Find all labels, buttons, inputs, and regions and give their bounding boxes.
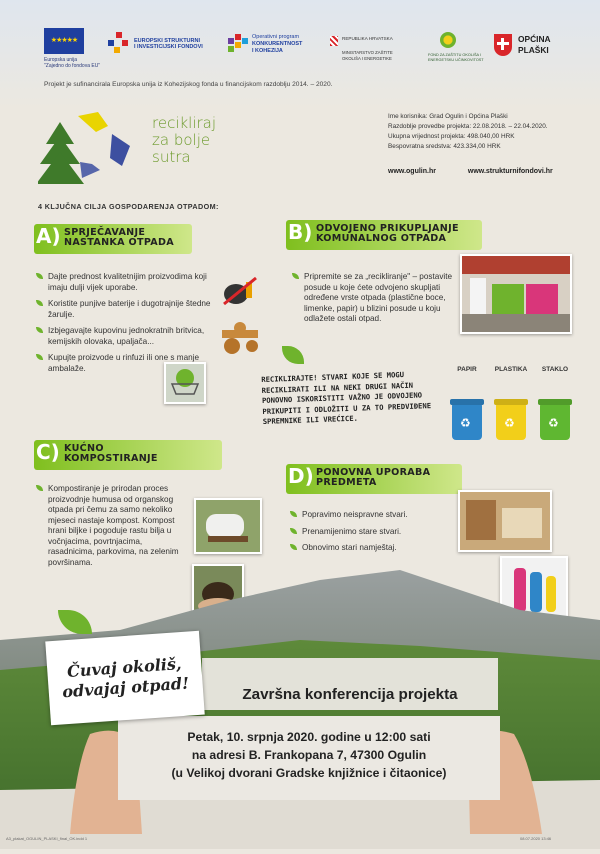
goal-b-list — [292, 272, 454, 331]
leaf-icon — [292, 273, 299, 279]
goal-b-title-2: KOMUNALNOG OTPADA — [316, 233, 447, 244]
funding-note: Projekt je sufinancirala Europska unija iz Kohezijskog fonda u financijskom razdoblju 2014. – 2020. — [44, 81, 333, 88]
print-footer-right: 08.07.2020 13:46 — [520, 836, 552, 841]
recycling-bins — [446, 366, 576, 446]
goal-d-banner — [286, 464, 462, 494]
plaski-text-2: PLAŠKI — [518, 45, 549, 55]
big-leaf-icon — [282, 346, 304, 364]
goal-c-letter: C) — [36, 440, 60, 464]
list-item: Kompostiranje je prirodan proces proizvodnje humusa od organskog otpada pri čemu za samo nekoliko mjeseci nastaje kompost. Kompost hrani biljke i pogoduje rastu bilja u vočnjacima, povrtnjacima, rasadnicima, parkovima, na zelenim površinama. — [36, 484, 188, 568]
compost-bin-photo — [194, 498, 262, 554]
plaski-coat-icon — [494, 34, 512, 56]
print-footer-left: A3_plakat_OGULIN_PLASKI_final_OK.indd 1 — [6, 836, 88, 841]
opkk-text-1: Operativni program — [252, 34, 300, 40]
bin-plastic — [494, 366, 528, 440]
recycle-icon: ♻ — [460, 416, 471, 430]
eu-caption-1: Europska unija — [44, 57, 78, 63]
opkk-text-3: I KOHEZIJA — [252, 48, 283, 54]
fzoeu-mark-icon — [440, 32, 456, 48]
leaf-icon — [36, 327, 43, 333]
leaf-icon — [290, 528, 297, 534]
goal-d-list — [290, 510, 450, 560]
goal-b-title-1: ODVOJENO PRIKUPLJANJE — [316, 223, 459, 234]
goal-b-letter: B) — [288, 220, 313, 244]
list-item: Dajte prednost kvalitetnijim proizvodima koji imaju dulji vijek uporabe. — [36, 272, 212, 293]
goal-a-banner — [34, 224, 192, 254]
conference-details — [118, 728, 500, 782]
recycle-tree-icon — [38, 108, 146, 186]
sign-line-2: odvajaj otpad! — [61, 673, 190, 702]
bin-paper-label: PAPIR — [457, 366, 477, 373]
list-item: Prenamijenimo stare stvari. — [290, 527, 450, 538]
conference-date: Petak, 10. srpnja 2020. godine u 12:00 sati — [187, 730, 431, 744]
slogan — [152, 115, 216, 166]
goal-d-title-2: PREDMETA — [316, 477, 377, 488]
conference-venue: (u Velikoj dvorani Gradske knjižnice i čitaonice) — [171, 766, 447, 780]
fzoeu-text-1: FOND ZA ZAŠTITU OKOLIŠA I — [428, 53, 481, 57]
croatian-coat-icon — [330, 36, 338, 46]
leaf-icon — [290, 544, 297, 550]
project-period: Razdoblje provedbe projekta: 22.08.2018. – 22.04.2020. — [388, 123, 548, 130]
goal-a-title-1: SPRJEČAVANJE — [64, 227, 146, 238]
goal-d-title-1: PONOVNA UPORABA — [316, 467, 431, 478]
esif-mark-icon — [108, 32, 132, 54]
goals-title: 4 KLJUČNA CILJA GOSPODARENJA OTPADOM: — [38, 202, 219, 211]
list-item: Obnovimo stari namještaj. — [290, 543, 450, 554]
wooden-toy-icon — [218, 320, 264, 356]
conference-title: Završna konferencija projekta — [242, 686, 458, 703]
list-item: Koristite punjive baterije i dugotrajnije štedne žarulje. — [36, 299, 212, 320]
bin-glass — [540, 366, 570, 440]
bin-glass-label: STAKLO — [541, 366, 569, 373]
plaski-text-1: OPĆINA — [518, 34, 551, 44]
sorting-bins-photo — [460, 254, 572, 334]
bin-plastic-label: PLASTIKA — [494, 366, 528, 373]
leaf-icon — [290, 511, 297, 517]
furniture-photo — [458, 490, 552, 552]
esif-text-1: EUROPSKI STRUKTURNI — [134, 38, 201, 44]
rh-text-2: MINISTARSTVO ZAŠTITE — [342, 50, 393, 55]
project-urls — [388, 168, 588, 175]
bin-paper — [452, 366, 482, 440]
eu-caption-2: "Zajedno do fondova EU" — [44, 63, 101, 69]
rh-text-1: REPUBLIKA HRVATSKA — [342, 36, 393, 41]
logo-strip — [44, 28, 564, 78]
esif-text-2: I INVESTICIJSKI FONDOVI — [134, 44, 203, 50]
beneficiary: Ime korisnika: Grad Ogulin i Općina Plaški — [388, 113, 508, 120]
goal-a-title-2: NASTANKA OTPADA — [64, 237, 174, 248]
goal-c-title-2: KOMPOSTIRANJE — [64, 453, 158, 464]
leaf-icon — [36, 354, 43, 360]
list-item: Izbjegavajte kupovinu jednokratnih britvica, kemijskih olovaka, upaljača... — [36, 326, 212, 347]
slogan-line-1: recikliraj — [152, 114, 217, 132]
eu-logo — [44, 28, 100, 69]
recycle-icon: ♻ — [504, 416, 515, 430]
leaf-icon — [36, 485, 43, 491]
url-ogulin[interactable]: www.ogulin.hr — [388, 168, 436, 175]
leaf-icon — [36, 273, 43, 279]
eu-flag-icon: ★★★★★ — [44, 28, 84, 54]
sign-line-1: Čuvaj okoliš, — [66, 654, 183, 681]
project-grant: Bespovratna sredstva: 423.334,00 HRK — [388, 143, 501, 150]
goal-a-letter: A) — [36, 224, 61, 248]
list-item: Pripremite se za „recikliranje" – postavite posude u koje ćete odvojeno skupljati određene vrste otpada (plastične boce, limenke, papir) u blizini posude u koju odlažete ostali otpad. — [292, 272, 454, 325]
shopping-cart-photo — [164, 362, 206, 404]
project-info — [388, 112, 578, 152]
rh-text-3: OKOLIŠA I ENERGETIKE — [342, 56, 392, 61]
leaf-icon — [36, 300, 43, 306]
goal-c-title-1: KUĆNO — [64, 443, 104, 454]
no-batteries-icon — [220, 276, 260, 306]
conference-address: na adresi B. Frankopana 7, 47300 Ogulin — [191, 748, 427, 762]
slogan-line-2: za bolje — [152, 131, 211, 149]
slogan-line-3: sutra — [152, 148, 191, 166]
fzoeu-text-2: ENERGETSKU UČINKOVITOST — [428, 58, 484, 62]
opkk-text-2: KONKURENTNOST — [252, 41, 303, 47]
recycle-notice: RECIKLIRAJTE! STVARI KOJE SE MOGU RECIKLIRATI ILI NA NEKI DRUGI NAČIN PONOVNO ISKORISTITI VAŽNO JE ODVOJENO PRIKUPITI I ODLOŽITI U ZA TO PREDVIĐENE SPREMNIKE ILI VREĆICE. — [261, 370, 432, 427]
goal-c-banner — [34, 440, 222, 470]
url-strukturni[interactable]: www.strukturnifondovi.hr — [467, 168, 553, 175]
goal-b-banner — [286, 220, 482, 250]
list-item: Popravimo neispravne stvari. — [290, 510, 450, 521]
recycle-icon: ♻ — [548, 416, 559, 430]
opkk-mark-icon — [228, 34, 250, 56]
project-total: Ukupna vrijednost projekta: 498.040,00 HRK — [388, 133, 515, 140]
list-item: Kupujte proizvode u rinfuzi ili one s manje ambalaže. — [36, 353, 212, 374]
goal-d-letter: D) — [288, 464, 314, 488]
